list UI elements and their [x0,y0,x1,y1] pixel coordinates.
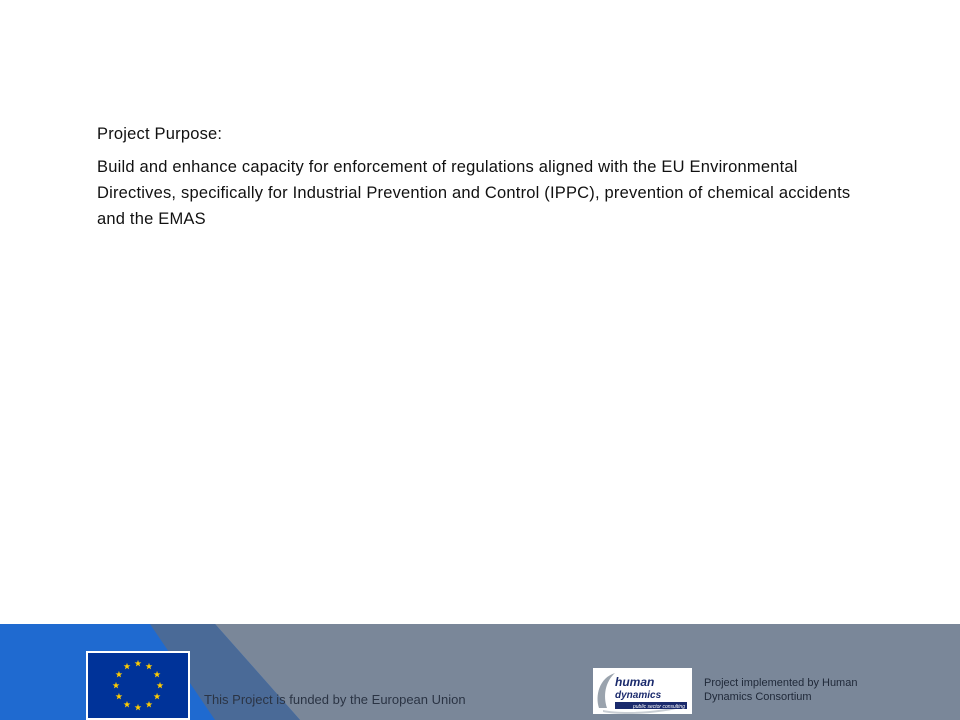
project-purpose-heading: Project Purpose: [97,125,223,143]
logo-tagline: public sector consulting [633,704,685,710]
funded-by-eu-text: This Project is funded by the European Union [204,692,466,707]
logo-word-human: human [615,675,655,689]
slide-content [97,122,877,232]
project-purpose-body: Build and enhance capacity for enforcement of regulations aligned with the EU Environmental Directives, specifically for Industrial Prevention and Control (IPPC), prevention of chemical accidents and the EMAS [97,158,851,228]
human-dynamics-logo [593,668,692,714]
implemented-by-text: Project implemented by Human Dynamics Consortium [704,677,858,703]
logo-word-dynamics: dynamics [615,690,662,701]
eu-flag-icon [88,653,188,718]
eu-flag-logo [86,651,190,720]
footer-bar [0,624,960,720]
human-dynamics-logo-icon [593,668,692,714]
